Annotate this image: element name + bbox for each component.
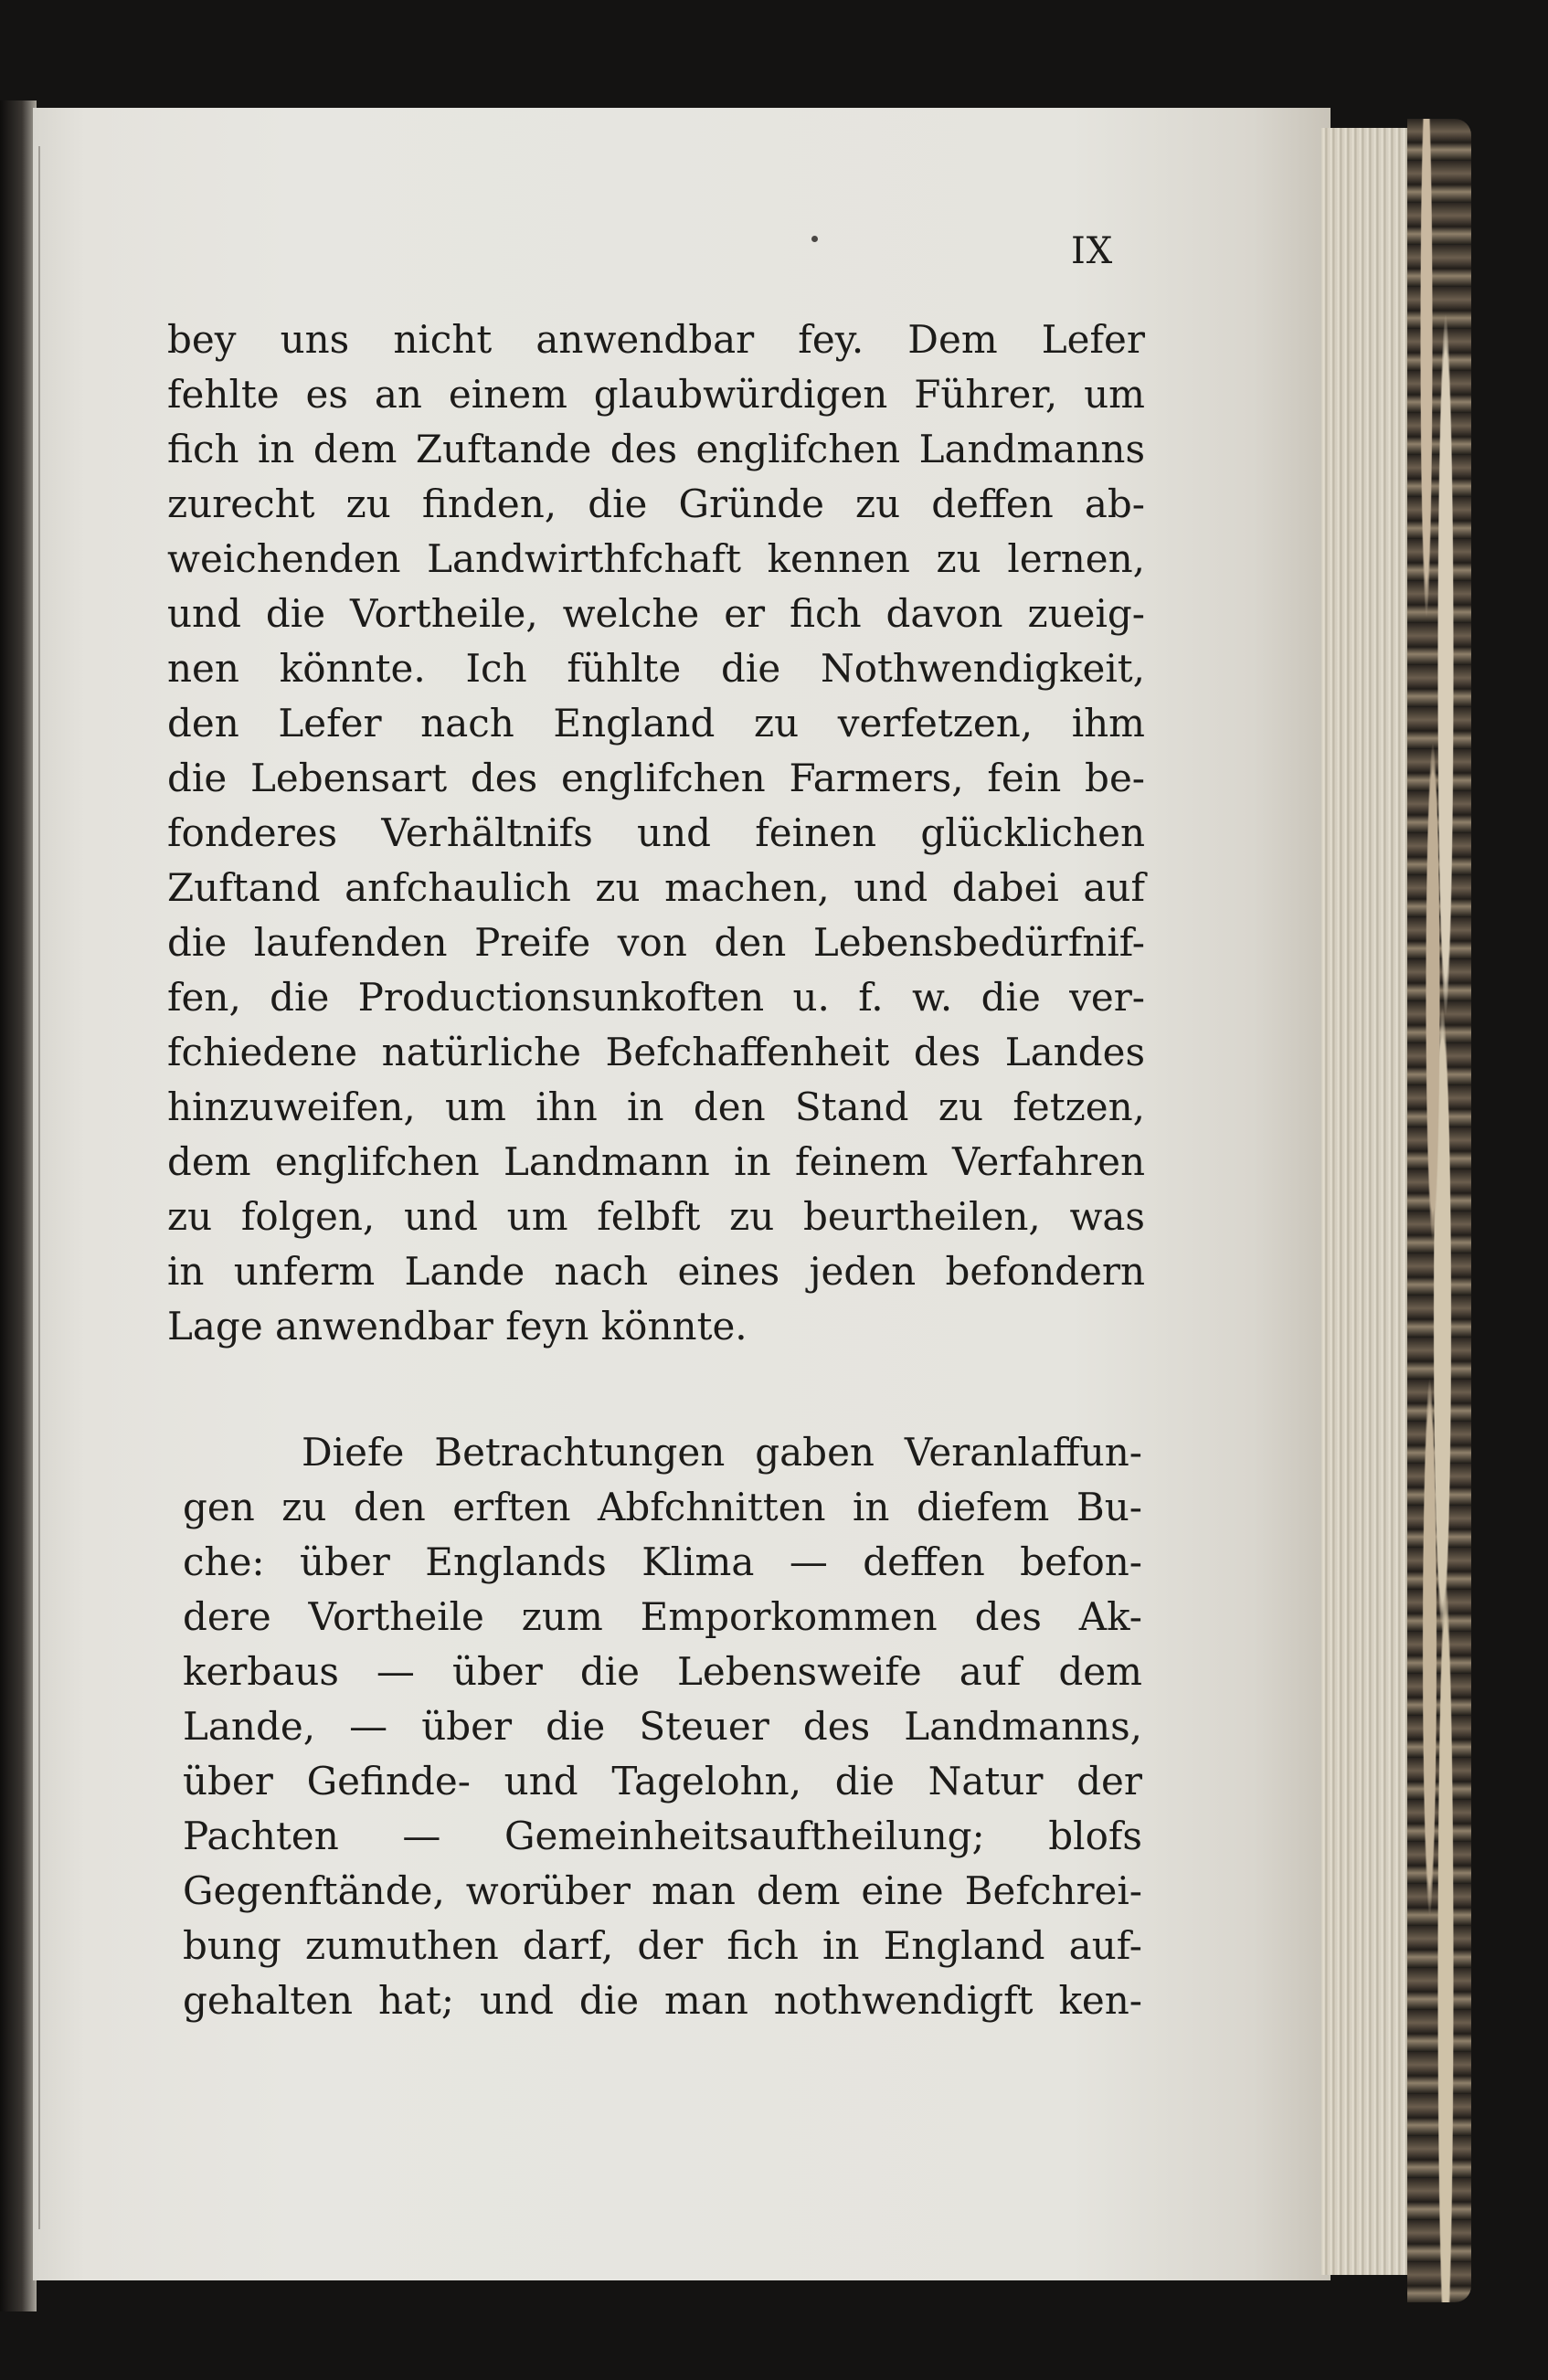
text-line: zu folgen, und um felbft zu beurtheilen, was xyxy=(167,1194,1145,1239)
text-line: gehalten hat; und die man nothwendigft ken- xyxy=(183,1978,1142,2023)
text-line: kerbaus — über die Lebensweife auf dem xyxy=(183,1649,1142,1694)
text-line: über Gefinde- und Tagelohn, die Natur der xyxy=(183,1759,1142,1804)
text-line: den Lefer nach England zu verfetzen, ihm xyxy=(167,701,1145,746)
page-gutter xyxy=(38,146,40,2229)
text-line: und die Vortheile, welche er fich davon zueig- xyxy=(167,591,1145,636)
text-line: nen könnte. Ich fühlte die Nothwendigkeit, xyxy=(167,646,1145,691)
text-line: weichenden Landwirthfchaft kennen zu lernen, xyxy=(167,536,1145,581)
text-line: hinzuweifen, um ihn in den Stand zu fetzen, xyxy=(167,1084,1145,1129)
ink-speck xyxy=(811,236,818,242)
text-line: Pachten — Gemeinheitsauftheilung; blofs xyxy=(183,1814,1142,1858)
text-line: gen zu den erften Abfchnitten in diefem Bu- xyxy=(183,1485,1142,1529)
marbled-cover-edge xyxy=(1407,119,1471,2302)
text-line: fen, die Productionsunkoften u. f. w. die ver- xyxy=(167,975,1145,1020)
text-line: zurecht zu finden, die Gründe zu deffen ab- xyxy=(167,481,1145,526)
text-line: che: über Englands Klima — deffen befon- xyxy=(183,1539,1142,1584)
previous-page-edge xyxy=(0,100,37,2311)
page-number: IX xyxy=(1071,230,1114,272)
text-line: in unferm Lande nach eines jeden befondern xyxy=(167,1249,1145,1294)
text-line: fich in dem Zuftande des englifchen Landmanns xyxy=(167,427,1145,471)
text-line: bey uns nicht anwendbar fey. Dem Lefer xyxy=(167,317,1145,362)
paragraph-1 xyxy=(167,312,1145,1354)
text-line: Diefe Betrachtungen gaben Veranlaffun- xyxy=(302,1430,1142,1475)
text-line: Gegenftände, worüber man dem eine Befchrei- xyxy=(183,1868,1142,1913)
text-line: fonderes Verhältnifs und feinen glücklichen xyxy=(167,810,1145,855)
text-line: die laufenden Preife von den Lebensbedürfnif- xyxy=(167,920,1145,965)
text-line: fchiedene natürliche Befchaffenheit des Landes xyxy=(167,1030,1145,1074)
text-line: die Lebensart des englifchen Farmers, fein be- xyxy=(167,756,1145,800)
text-line: Lage anwendbar feyn könnte. xyxy=(167,1304,747,1349)
text-line: fehlte es an einem glaubwürdigen Führer, um xyxy=(167,372,1145,417)
paragraph-2 xyxy=(183,1425,1142,2028)
text-line: Lande, — über die Steuer des Landmanns, xyxy=(183,1704,1142,1749)
text-line: Zuftand anfchaulich zu machen, und dabei auf xyxy=(167,865,1145,910)
text-line: dem englifchen Landmann in feinem Verfahren xyxy=(167,1139,1145,1184)
text-line: bung zumuthen darf, der fich in England auf- xyxy=(183,1923,1142,1968)
text-line: dere Vortheile zum Emporkommen des Ak- xyxy=(183,1594,1142,1639)
